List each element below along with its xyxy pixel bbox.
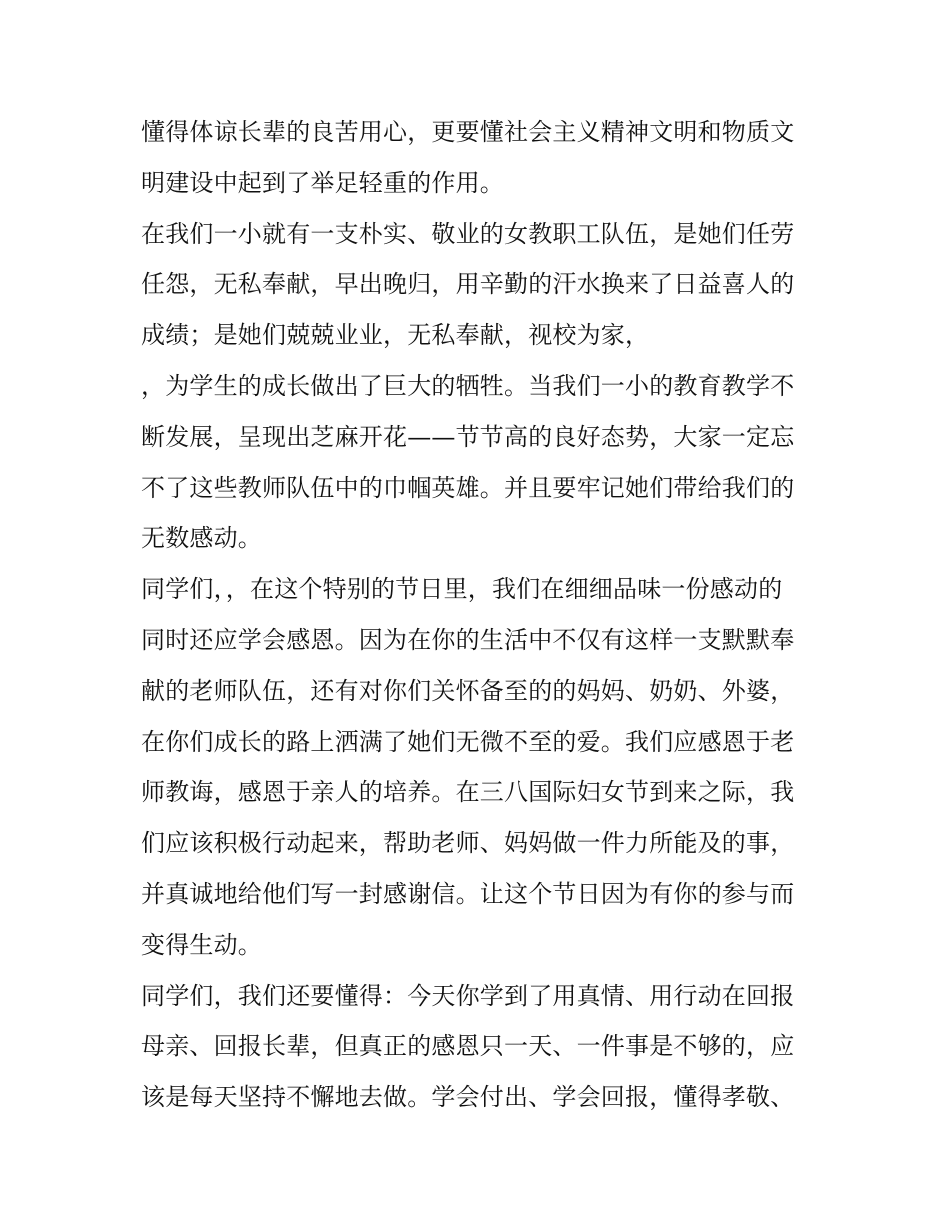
body-text (141, 107, 817, 1123)
text-line: 懂得体谅长辈的良苦用心，更要懂社会主义精神文明和物质文 (141, 118, 795, 146)
text-line: 们应该积极行动起来，帮助老师、妈妈做一件力所能及的事， (141, 829, 795, 858)
text-line: 在我们一小就有一支朴实、敬业的女教职工队伍，是她们任劳 (141, 219, 795, 248)
text-line: 无数感动。 (141, 524, 262, 553)
text-line: 断发展，呈现出芝麻开花——节节高的良好态势，大家一定忘 (141, 422, 795, 451)
text-line: 该是每天坚持不懈地去做。学会付出、学会回报，懂得孝敬、 (141, 1083, 795, 1112)
text-line: 不了这些教师队伍中的巾帼英雄。并且要牢记她们带给我们的 (141, 473, 795, 502)
text-line: 变得生动。 (141, 930, 262, 959)
text-line: 成绩；是她们兢兢业业，无私奉献，视校为家， (141, 321, 650, 350)
text-line: 并真诚地给他们写一封感谢信。让这个节日因为有你的参与而 (141, 879, 795, 908)
text-line: 任怨，无私奉献，早出晚归，用辛勤的汗水换来了日益喜人的 (141, 270, 795, 299)
text-line: 同学们，，在这个特别的节日里，我们在细细品味一份感动的 (141, 575, 783, 604)
text-line: 同学们，我们还要懂得：今天你学到了用真情、用行动在回报 (141, 981, 795, 1010)
text-line: 在你们成长的路上洒满了她们无微不至的爱。我们应感恩于老 (141, 727, 795, 756)
text-line: 同时还应学会感恩。因为在你的生活中不仅有这样一支默默奉 (141, 625, 795, 654)
text-line: ，为学生的成长做出了巨大的牺牲。当我们一小的教育教学不 (141, 371, 795, 400)
text-line: 明建设中起到了举足轻重的作用。 (141, 168, 504, 197)
text-line: 献的老师队伍，还有对你们关怀备至的的妈妈、奶奶、外婆， (141, 676, 795, 705)
text-line: 母亲、回报长辈，但真正的感恩只一天、一件事是不够的，应 (141, 1032, 795, 1061)
text-line: 师教诲，感恩于亲人的培养。在三八国际妇女节到来之际，我 (141, 778, 795, 807)
